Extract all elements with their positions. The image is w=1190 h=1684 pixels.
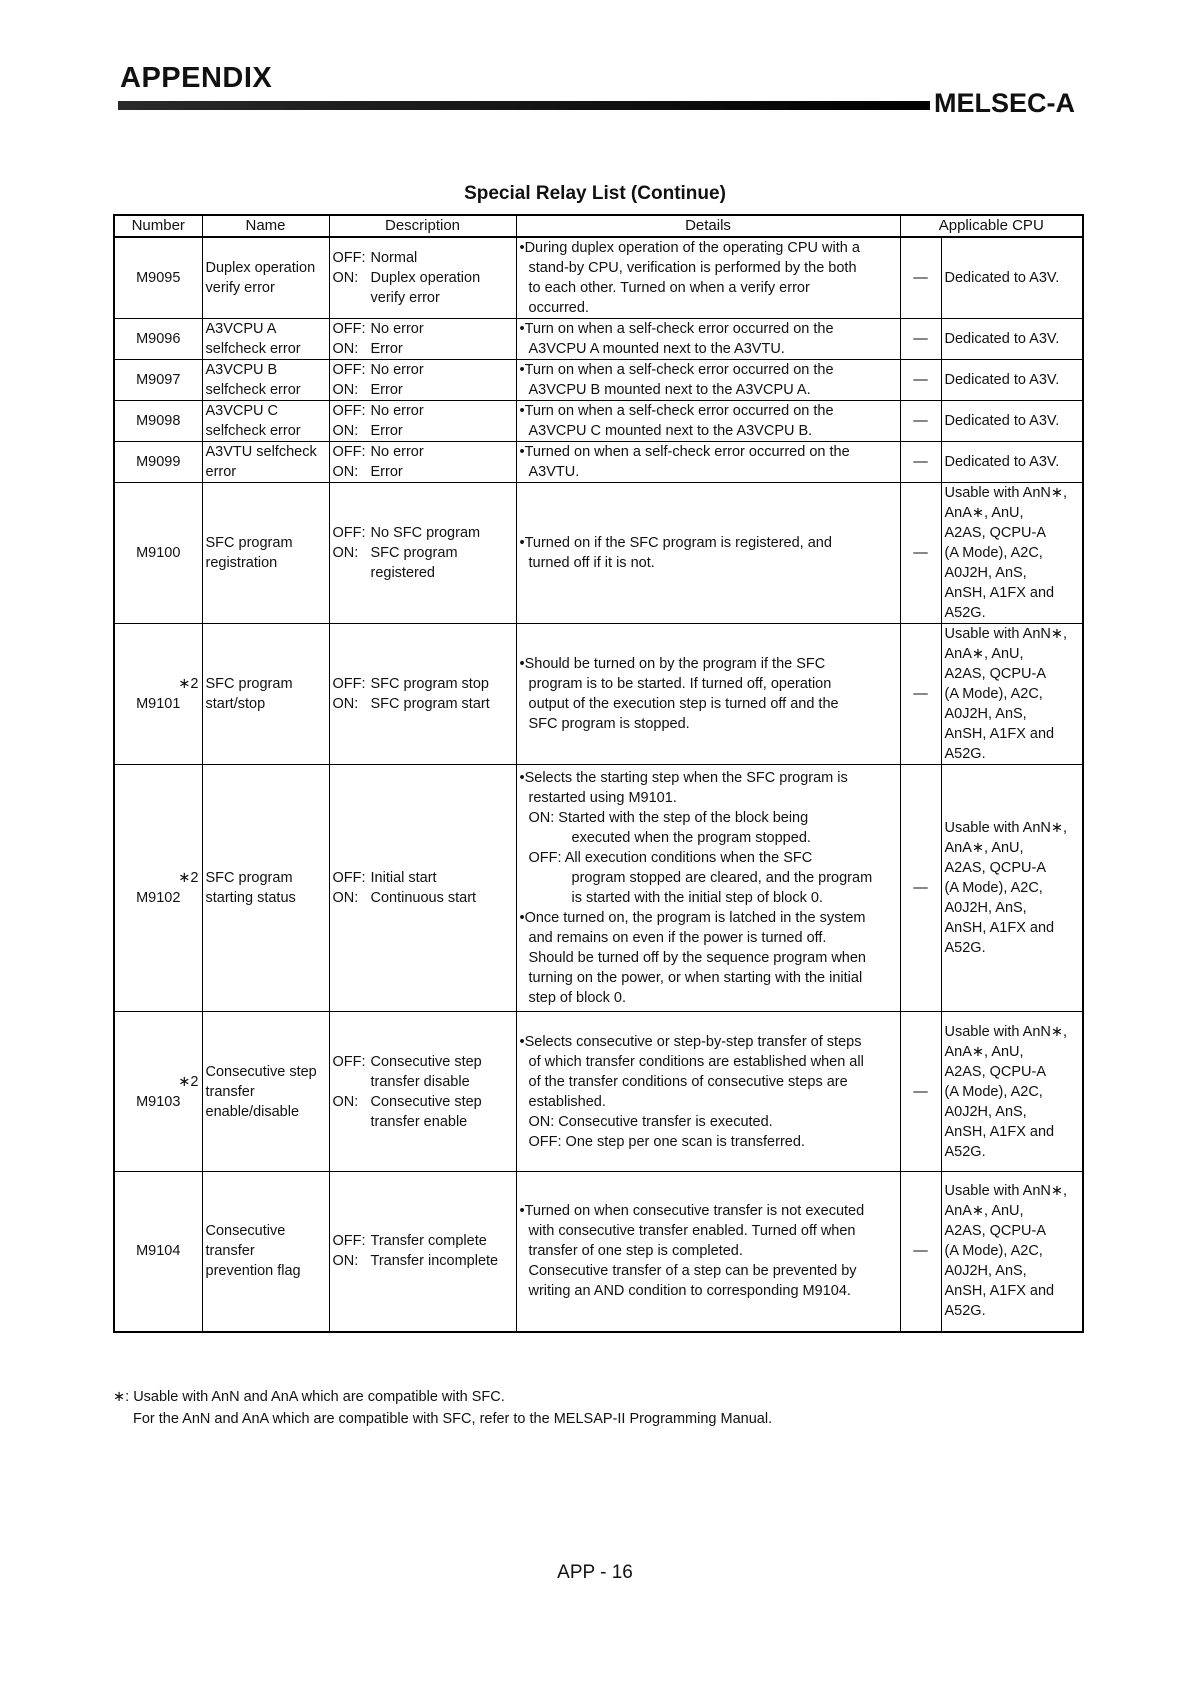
state-label: OFF: (332, 362, 366, 378)
state-text: Error (370, 341, 403, 357)
footnote-line-2: For the AnN and AnA which are compatible with SFC, refer to the MELSAP-II Programming Manual. (133, 1411, 773, 1427)
cpu-line: AnSH, A1FX and (944, 726, 1055, 742)
relay-details-cell (516, 237, 900, 319)
description-line (333, 1092, 513, 1112)
table-row (114, 442, 1083, 483)
details-line: transfer of one step is completed. (528, 1243, 743, 1260)
relay-description-cell (329, 1012, 516, 1172)
relay-name-cell (202, 1012, 329, 1172)
relay-number: M9104 (136, 1243, 181, 1260)
table-row (114, 319, 1083, 360)
details-line: • Selects consecutive or step-by-step transfer of steps (520, 1032, 897, 1052)
cpu-line: AnA∗, AnU, (944, 505, 1024, 521)
details-line: program is to be started. If turned off, operation (528, 676, 832, 692)
state-text: Continuous start (370, 890, 477, 906)
details-line: turned off if it is not. (528, 555, 655, 571)
state-label: OFF: (332, 403, 366, 419)
relay-details-cell (516, 442, 900, 483)
details-line: • Turn on when a self-check error occurred on the (520, 319, 897, 339)
cpu-dash-cell: — (900, 1172, 941, 1332)
relay-number: M9101 (136, 696, 181, 712)
description-line (333, 694, 513, 714)
footnote (113, 1386, 772, 1430)
relay-name-line: prevention flag (205, 1263, 301, 1280)
description-line (333, 868, 513, 888)
relay-name-line: starting status (205, 890, 296, 906)
description-line (333, 674, 513, 694)
state-text: Error (370, 464, 403, 480)
column-header-applicable-cpu: Applicable CPU (900, 215, 1083, 237)
state-label: ON: (332, 890, 359, 906)
relay-name-line: SFC program (205, 535, 293, 551)
relay-details-cell (516, 483, 900, 624)
cpu-line: A52G. (944, 746, 986, 762)
relay-name-line: verify error (205, 280, 275, 296)
table-row (114, 237, 1083, 319)
state-text: Initial start (370, 870, 437, 886)
relay-description-cell (329, 1172, 516, 1332)
relay-name-cell (202, 765, 329, 1012)
cpu-dash-cell: — (900, 319, 941, 360)
relay-name-cell (202, 319, 329, 360)
details-line: Consecutive transfer of a step can be prevented by (528, 1263, 857, 1280)
description-line (333, 563, 513, 583)
applicable-cpu-cell (941, 237, 1083, 319)
details-line: OFF: One step per one scan is transferred. (528, 1133, 805, 1150)
state-text: Transfer incomplete (370, 1253, 499, 1270)
state-text: SFC program stop (370, 676, 489, 692)
relay-number-cell (114, 765, 202, 1012)
table-row (114, 360, 1083, 401)
relay-description-cell (329, 319, 516, 360)
cpu-line: AnSH, A1FX and (944, 1283, 1055, 1300)
relay-details-cell (516, 1172, 900, 1332)
relay-name-line: Duplex operation (205, 260, 316, 276)
state-label: ON: (332, 341, 359, 357)
cpu-line: Dedicated to A3V. (944, 454, 1060, 470)
relay-name-line: selfcheck error (205, 423, 301, 439)
relay-number-cell (114, 360, 202, 401)
relay-number-cell (114, 1012, 202, 1172)
details-line: A3VTU. (528, 464, 580, 480)
description-line (333, 319, 513, 339)
relay-details-cell (516, 360, 900, 401)
state-label: ON: (332, 696, 359, 712)
details-line: is started with the initial step of block 0. (571, 890, 823, 906)
description-line (333, 339, 513, 359)
cpu-line: AnA∗, AnU, (944, 1043, 1024, 1060)
state-text: verify error (370, 290, 440, 306)
relay-name-line: A3VCPU A (205, 321, 277, 337)
state-text: SFC program (370, 545, 458, 561)
relay-name-cell (202, 401, 329, 442)
details-line: • Turn on when a self-check error occurred on the (520, 360, 897, 380)
state-text: No error (370, 403, 424, 419)
relay-number-cell (114, 442, 202, 483)
state-label: ON: (332, 423, 359, 439)
cpu-dash-cell: — (900, 442, 941, 483)
details-line: A3VCPU A mounted next to the A3VTU. (528, 341, 785, 357)
description-line (333, 1052, 513, 1072)
state-text: No SFC program (370, 525, 481, 541)
cpu-line: Dedicated to A3V. (944, 270, 1060, 286)
details-line: established. (528, 1093, 606, 1110)
state-text: transfer enable (370, 1113, 468, 1130)
cpu-line: A2AS, QCPU-A (944, 860, 1047, 876)
details-line: • Turned on when a self-check error occurred on the (520, 442, 897, 462)
applicable-cpu-cell (941, 319, 1083, 360)
relay-description-cell (329, 765, 516, 1012)
relay-name-line: enable/disable (205, 1103, 300, 1120)
state-text: Consecutive step (370, 1053, 482, 1070)
state-text: Normal (370, 250, 418, 266)
relay-name-cell (202, 442, 329, 483)
description-line (333, 1072, 513, 1092)
footnote-line-1: ∗: Usable with AnN and AnA which are compatible with SFC. (113, 1389, 505, 1405)
details-line: • Once turned on, the program is latched in the system (520, 908, 897, 928)
relay-name-line: Consecutive (205, 1223, 286, 1240)
details-line: output of the execution step is turned off and the (528, 696, 839, 712)
footnote-marker: ∗2 (178, 676, 199, 692)
cpu-line: A52G. (944, 940, 986, 956)
footnote-marker: ∗2 (178, 870, 199, 886)
relay-description-cell (329, 624, 516, 765)
relay-number-cell (114, 319, 202, 360)
relay-name-line: A3VCPU B (205, 362, 278, 378)
column-header-number: Number (114, 215, 202, 237)
cpu-line: Usable with AnN∗, (944, 1183, 1068, 1200)
header-rule (118, 101, 930, 110)
state-label: ON: (332, 270, 359, 286)
state-label: OFF: (332, 321, 366, 337)
relay-details-cell (516, 624, 900, 765)
relay-name-line: SFC program (205, 676, 293, 692)
relay-description-cell (329, 360, 516, 401)
description-line (333, 1251, 513, 1271)
state-label: ON: (332, 545, 359, 561)
cpu-line: A0J2H, AnS, (944, 565, 1027, 581)
relay-name-cell (202, 624, 329, 765)
column-header-name: Name (202, 215, 329, 237)
description-line (333, 268, 513, 288)
relay-description-cell (329, 442, 516, 483)
state-label: ON: (332, 382, 359, 398)
relay-number: M9098 (136, 413, 181, 429)
description-line (333, 421, 513, 441)
description-line (333, 380, 513, 400)
applicable-cpu-cell (941, 401, 1083, 442)
state-text: Duplex operation (370, 270, 481, 286)
applicable-cpu-cell (941, 1012, 1083, 1172)
description-line (333, 1231, 513, 1251)
state-label: ON: (332, 464, 359, 480)
column-header-description: Description (329, 215, 516, 237)
relay-name-line: SFC program (205, 870, 293, 886)
details-line: A3VCPU B mounted next to the A3VCPU A. (528, 382, 811, 398)
details-line: • Turned on if the SFC program is registered, and (520, 533, 897, 553)
details-line: Should be turned off by the sequence program when (528, 950, 866, 966)
description-line (333, 401, 513, 421)
cpu-line: AnSH, A1FX and (944, 585, 1055, 601)
details-line: turning on the power, or when starting with the initial (528, 970, 863, 986)
cpu-line: A52G. (944, 1143, 986, 1160)
cpu-line: A0J2H, AnS, (944, 900, 1027, 916)
table-row (114, 401, 1083, 442)
details-line: with consecutive transfer enabled. Turned off when (528, 1223, 856, 1240)
details-line: • During duplex operation of the operating CPU with a (520, 238, 897, 258)
applicable-cpu-cell (941, 483, 1083, 624)
relay-number: M9099 (136, 454, 181, 470)
relay-name-line: start/stop (205, 696, 266, 712)
description-line (333, 462, 513, 482)
relay-number: M9102 (136, 890, 181, 906)
relay-name-cell (202, 483, 329, 624)
cpu-dash-cell: — (900, 360, 941, 401)
relay-number-cell (114, 237, 202, 319)
relay-name-line: A3VTU selfcheck (205, 444, 317, 460)
relay-name-line: transfer (205, 1083, 255, 1100)
cpu-line: A2AS, QCPU-A (944, 1223, 1047, 1240)
cpu-line: Dedicated to A3V. (944, 413, 1060, 429)
state-text: registered (370, 565, 435, 581)
state-text: Transfer complete (370, 1233, 487, 1250)
state-label: ON: (332, 1093, 359, 1110)
details-line: ON: Consecutive transfer is executed. (528, 1113, 773, 1130)
cpu-line: Usable with AnN∗, (944, 485, 1068, 501)
relay-name-line: error (205, 464, 237, 480)
state-label: OFF: (332, 250, 366, 266)
applicable-cpu-cell (941, 442, 1083, 483)
cpu-line: Dedicated to A3V. (944, 331, 1060, 347)
relay-number: M9095 (136, 270, 181, 286)
cpu-line: (A Mode), A2C, (944, 880, 1043, 896)
special-relay-table (113, 214, 1084, 1333)
relay-name-line: Consecutive step (205, 1063, 317, 1080)
details-line: stand-by CPU, verification is performed by the both (528, 260, 857, 276)
table-header-row (114, 215, 1083, 237)
relay-number-cell (114, 483, 202, 624)
cpu-line: A52G. (944, 1303, 986, 1320)
details-line: program stopped are cleared, and the program (571, 870, 873, 886)
cpu-dash-cell: — (900, 1012, 941, 1172)
cpu-dash-cell: — (900, 237, 941, 319)
relay-number: M9096 (136, 331, 181, 347)
page-number: APP - 16 (557, 1562, 633, 1583)
relay-name-cell (202, 1172, 329, 1332)
table-row (114, 765, 1083, 1012)
state-label: OFF: (332, 1233, 366, 1250)
state-text: No error (370, 444, 424, 460)
applicable-cpu-cell (941, 1172, 1083, 1332)
state-label: OFF: (332, 1053, 366, 1070)
applicable-cpu-cell (941, 765, 1083, 1012)
relay-description-cell (329, 483, 516, 624)
state-text: SFC program start (370, 696, 490, 712)
relay-name-line: selfcheck error (205, 382, 301, 398)
description-line (333, 360, 513, 380)
state-label: OFF: (332, 676, 366, 692)
details-line: occurred. (528, 300, 589, 316)
relay-details-cell (516, 401, 900, 442)
description-line (333, 543, 513, 563)
details-line: writing an AND condition to corresponding M9104. (528, 1283, 851, 1300)
table-title: Special Relay List (Continue) (464, 183, 726, 204)
relay-number: M9097 (136, 372, 181, 388)
state-label: OFF: (332, 525, 366, 541)
applicable-cpu-cell (941, 624, 1083, 765)
state-label: OFF: (332, 444, 366, 460)
relay-name-line: transfer (205, 1243, 255, 1260)
table-row (114, 1172, 1083, 1332)
cpu-line: AnSH, A1FX and (944, 920, 1055, 936)
details-line: and remains on even if the power is turned off. (528, 930, 827, 946)
details-line: • Turn on when a self-check error occurred on the (520, 401, 897, 421)
relay-description-cell (329, 401, 516, 442)
state-text: Consecutive step (370, 1093, 482, 1110)
state-text: transfer disable (370, 1073, 470, 1090)
cpu-line: Usable with AnN∗, (944, 626, 1068, 642)
footnote-marker: ∗2 (178, 1073, 199, 1090)
relay-details-cell (516, 765, 900, 1012)
details-line: of which transfer conditions are established when all (528, 1053, 864, 1070)
table-row (114, 624, 1083, 765)
cpu-line: A0J2H, AnS, (944, 1263, 1027, 1280)
table-row (114, 483, 1083, 624)
relay-number: M9100 (136, 545, 181, 561)
cpu-line: Usable with AnN∗, (944, 820, 1068, 836)
details-line: • Should be turned on by the program if the SFC (520, 654, 897, 674)
applicable-cpu-cell (941, 360, 1083, 401)
relay-name-line: A3VCPU C (205, 403, 279, 419)
cpu-line: Usable with AnN∗, (944, 1023, 1068, 1040)
relay-number: M9103 (136, 1093, 181, 1110)
relay-name-cell (202, 360, 329, 401)
cpu-line: A0J2H, AnS, (944, 1103, 1027, 1120)
details-line: SFC program is stopped. (528, 716, 690, 732)
description-line (333, 442, 513, 462)
details-line: executed when the program stopped. (571, 830, 811, 846)
details-line: of the transfer conditions of consecutive steps are (528, 1073, 848, 1090)
state-text: No error (370, 362, 424, 378)
description-line (333, 288, 513, 308)
cpu-line: A2AS, QCPU-A (944, 1063, 1047, 1080)
description-line (333, 523, 513, 543)
relay-details-cell (516, 319, 900, 360)
column-header-details: Details (516, 215, 900, 237)
description-line (333, 248, 513, 268)
details-line: OFF: All execution conditions when the SFC (528, 850, 813, 866)
description-line (333, 888, 513, 908)
details-line: step of block 0. (528, 990, 627, 1006)
relay-number-cell (114, 1172, 202, 1332)
cpu-line: Dedicated to A3V. (944, 372, 1060, 388)
relay-name-cell (202, 237, 329, 319)
relay-details-cell (516, 1012, 900, 1172)
details-line: A3VCPU C mounted next to the A3VCPU B. (528, 423, 813, 439)
description-line (333, 1112, 513, 1132)
cpu-line: (A Mode), A2C, (944, 686, 1043, 702)
details-line: • Selects the starting step when the SFC program is (520, 768, 897, 788)
table-row (114, 1012, 1083, 1172)
cpu-line: (A Mode), A2C, (944, 1083, 1043, 1100)
section-heading: APPENDIX (120, 62, 273, 94)
state-label: OFF: (332, 870, 366, 886)
details-line: ON: Started with the step of the block being (528, 810, 809, 826)
cpu-line: (A Mode), A2C, (944, 545, 1043, 561)
details-line: • Turned on when consecutive transfer is not executed (520, 1201, 897, 1221)
cpu-line: A2AS, QCPU-A (944, 525, 1047, 541)
cpu-dash-cell: — (900, 765, 941, 1012)
relay-name-line: registration (205, 555, 278, 571)
relay-number-cell (114, 624, 202, 765)
cpu-line: AnA∗, AnU, (944, 840, 1024, 856)
relay-description-cell (329, 237, 516, 319)
details-line: to each other. Turned on when a verify error (528, 280, 810, 296)
cpu-dash-cell: — (900, 624, 941, 765)
cpu-line: AnA∗, AnU, (944, 1203, 1024, 1220)
state-text: Error (370, 423, 403, 439)
cpu-line: A2AS, QCPU-A (944, 666, 1047, 682)
cpu-line: A52G. (944, 605, 986, 621)
details-line: restarted using M9101. (528, 790, 677, 806)
cpu-line: (A Mode), A2C, (944, 1243, 1043, 1260)
cpu-dash-cell: — (900, 483, 941, 624)
relay-number-cell (114, 401, 202, 442)
model-heading: MELSEC-A (934, 88, 1075, 118)
cpu-dash-cell: — (900, 401, 941, 442)
cpu-line: AnA∗, AnU, (944, 646, 1024, 662)
state-text: Error (370, 382, 403, 398)
state-label: ON: (332, 1253, 359, 1270)
cpu-line: A0J2H, AnS, (944, 706, 1027, 722)
cpu-line: AnSH, A1FX and (944, 1123, 1055, 1140)
state-text: No error (370, 321, 424, 337)
relay-name-line: selfcheck error (205, 341, 301, 357)
